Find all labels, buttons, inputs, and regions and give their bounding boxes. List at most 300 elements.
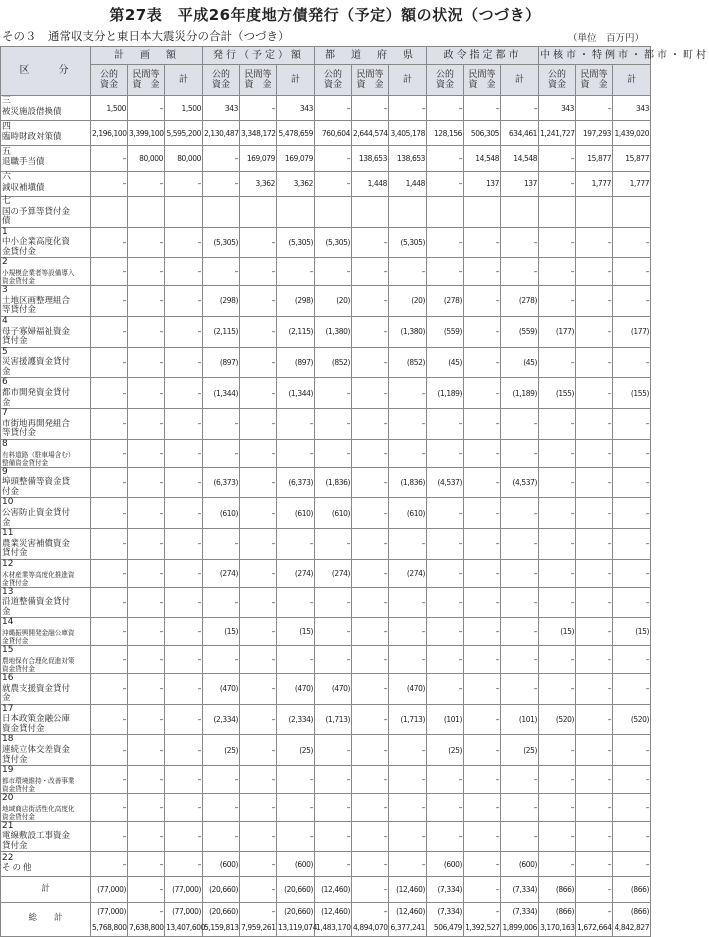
table-cell: – — [427, 171, 464, 196]
row-label — [1, 529, 91, 560]
total-cell-bottom: 6,377,241 — [390, 922, 426, 932]
row-label — [1, 559, 91, 587]
table-cell: – — [352, 821, 389, 852]
table-cell: – — [277, 409, 315, 440]
total-cell — [240, 902, 277, 936]
table-cell: – — [203, 146, 240, 171]
table-cell: – — [427, 529, 464, 560]
table-cell: – — [352, 409, 389, 440]
sub-header: 民間等 資 金 — [352, 65, 389, 96]
table-cell: – — [389, 735, 427, 766]
row-label-text: その他 — [2, 863, 34, 874]
table-cell: – — [389, 852, 427, 877]
table-cell: (559) — [501, 316, 539, 347]
table-cell: – — [427, 498, 464, 529]
table-cell: (5,305) — [277, 227, 315, 258]
table-cell: – — [464, 316, 501, 347]
table-cell: – — [128, 171, 165, 196]
table-cell: (1,713) — [389, 704, 427, 735]
row-label-text: 地域商店街活性化高度化資金貸付金 — [2, 804, 75, 821]
table-cell: – — [389, 821, 427, 852]
table-cell: – — [240, 766, 277, 794]
row-label — [1, 704, 91, 735]
table-row — [1, 852, 651, 877]
row-number: 三 — [2, 96, 12, 107]
total-cell-top: (77,000) — [97, 906, 126, 916]
table-cell: 1,439,020 — [613, 121, 651, 146]
table-cell: – — [352, 96, 389, 121]
sum-cell: (7,334) — [501, 877, 539, 902]
total-cell — [576, 902, 613, 936]
table-cell: – — [576, 258, 613, 286]
table-cell: (278) — [427, 286, 464, 317]
table-row — [1, 618, 651, 646]
total-cell-bottom: 13,407,600 — [166, 922, 205, 932]
total-cell-stack — [316, 903, 350, 935]
table-cell: 14,548 — [501, 146, 539, 171]
sum-cell: (12,460) — [389, 877, 427, 902]
table-cell: – — [352, 766, 389, 794]
table-cell: (45) — [501, 347, 539, 378]
sub-header: 公的 資金 — [539, 65, 576, 96]
table-cell: – — [128, 347, 165, 378]
table-cell: – — [165, 171, 203, 196]
row-number: 四 — [2, 121, 12, 132]
table-cell: – — [352, 793, 389, 821]
table-cell: – — [539, 529, 576, 560]
row-label — [1, 498, 91, 529]
table-cell — [277, 196, 315, 227]
table-cell: 343 — [613, 96, 651, 121]
row-label-text: 連続立体交差資金貸付金 — [2, 745, 71, 765]
row-label-text: 母子寡婦福祉資金貸付金 — [2, 326, 71, 346]
table-cell: (274) — [203, 559, 240, 587]
table-cell: – — [203, 587, 240, 618]
row-number: 1 — [2, 226, 8, 237]
table-cell: 1,241,727 — [539, 121, 576, 146]
table-cell: – — [165, 316, 203, 347]
row-number: 5 — [2, 346, 8, 357]
table-cell: – — [539, 439, 576, 467]
table-cell: (559) — [427, 316, 464, 347]
sum-cell: (866) — [613, 877, 651, 902]
table-cell: (2,115) — [203, 316, 240, 347]
table-cell: – — [464, 258, 501, 286]
row-number: 七 — [2, 195, 12, 206]
row-label-text: 沖縄振興開発金融公庫資金貸付金 — [2, 629, 75, 645]
table-cell: – — [91, 529, 128, 560]
table-cell: – — [165, 498, 203, 529]
sub-header: 公的 資金 — [203, 65, 240, 96]
table-cell — [128, 196, 165, 227]
table-cell: 128,156 — [427, 121, 464, 146]
table-cell: – — [539, 735, 576, 766]
table-cell: – — [464, 96, 501, 121]
table-cell: (274) — [277, 559, 315, 587]
table-cell: (2,334) — [203, 704, 240, 735]
row-label-text: 退職手当債 — [2, 157, 45, 168]
table-row — [1, 258, 651, 286]
row-number: 10 — [2, 497, 14, 508]
table-cell: – — [128, 704, 165, 735]
table-cell: 3,362 — [240, 171, 277, 196]
total-cell-stack — [540, 903, 574, 935]
table-cell: – — [91, 439, 128, 467]
table-cell: – — [576, 529, 613, 560]
table-cell: – — [240, 258, 277, 286]
table-cell: – — [91, 498, 128, 529]
table-cell: – — [427, 766, 464, 794]
table-cell: – — [501, 618, 539, 646]
table-cell: – — [91, 316, 128, 347]
total-cell-stack — [278, 903, 317, 935]
table-cell: (1,344) — [277, 378, 315, 409]
table-cell: (5,305) — [203, 227, 240, 258]
table-cell: – — [128, 409, 165, 440]
table-cell: – — [128, 793, 165, 821]
total-cell — [427, 902, 464, 936]
row-number: 22 — [2, 852, 14, 863]
table-cell: – — [240, 821, 277, 852]
page-title: 第27表 平成26年度地方債発行（予定）額の状況（つづき） — [109, 6, 541, 24]
table-cell: – — [613, 587, 651, 618]
table-cell: 1,448 — [389, 171, 427, 196]
table-cell: – — [613, 227, 651, 258]
table-cell: – — [501, 96, 539, 121]
table-cell: 197,293 — [576, 121, 613, 146]
row-label-text: 公害防止資金貸付金 — [2, 508, 71, 528]
table-row — [1, 766, 651, 794]
table-cell: – — [539, 146, 576, 171]
table-row — [1, 529, 651, 560]
group-header: 計 画 額 — [91, 47, 203, 65]
table-row — [1, 498, 651, 529]
table-cell: – — [501, 258, 539, 286]
table-cell: (1,713) — [315, 704, 352, 735]
table-cell — [203, 196, 240, 227]
row-label — [1, 146, 91, 171]
table-cell: (600) — [203, 852, 240, 877]
table-cell: (610) — [389, 498, 427, 529]
total-cell — [203, 902, 240, 936]
table-cell: – — [389, 646, 427, 674]
table-cell: – — [315, 439, 352, 467]
table-cell: – — [613, 439, 651, 467]
row-label — [1, 618, 91, 646]
table-cell: 5,478,659 — [277, 121, 315, 146]
table-cell: – — [128, 735, 165, 766]
table-row — [1, 646, 651, 674]
table-cell: – — [389, 378, 427, 409]
table-cell: – — [613, 793, 651, 821]
table-cell: (15) — [613, 618, 651, 646]
table-row — [1, 704, 651, 735]
table-cell: – — [427, 559, 464, 587]
total-cell-top: (866) — [630, 906, 650, 916]
table-cell: – — [464, 227, 501, 258]
row-label — [1, 121, 91, 146]
table-cell: – — [576, 286, 613, 317]
bond-issuance-table — [0, 46, 709, 937]
table-cell: – — [91, 171, 128, 196]
table-cell: – — [539, 409, 576, 440]
table-cell: 80,000 — [165, 146, 203, 171]
group-header: 発行（予定）額 — [203, 47, 315, 65]
table-cell: – — [165, 704, 203, 735]
table-cell: – — [389, 439, 427, 467]
row-label — [1, 171, 91, 196]
table-cell: – — [352, 286, 389, 317]
table-cell: – — [240, 618, 277, 646]
table-cell: – — [576, 704, 613, 735]
table-cell: 1,500 — [91, 96, 128, 121]
table-cell: 1,777 — [613, 171, 651, 196]
total-cell — [277, 902, 315, 936]
table-cell: – — [464, 498, 501, 529]
table-cell: – — [352, 258, 389, 286]
table-cell: – — [389, 766, 427, 794]
row-label-text: 都市開発資金貸付金 — [2, 388, 71, 408]
table-cell: – — [464, 439, 501, 467]
row-number: 13 — [2, 586, 14, 597]
group-header: 都 道 府 県 — [315, 47, 427, 65]
total-cell-bottom: 506,479 — [433, 922, 463, 932]
sum-cell: – — [352, 877, 389, 902]
table-cell: – — [576, 347, 613, 378]
table-cell: – — [464, 409, 501, 440]
table-cell: – — [165, 793, 203, 821]
table-cell: – — [352, 735, 389, 766]
table-cell: (610) — [203, 498, 240, 529]
total-cell-stack — [502, 903, 537, 935]
table-cell: – — [464, 347, 501, 378]
table-cell: – — [352, 378, 389, 409]
row-label — [1, 96, 91, 121]
table-cell: 343 — [539, 96, 576, 121]
table-cell: 5,595,200 — [165, 121, 203, 146]
table-cell: – — [128, 646, 165, 674]
table-cell: – — [203, 793, 240, 821]
table-cell — [352, 196, 389, 227]
row-label-text: 減収補塡債 — [2, 182, 45, 193]
table-cell: (15) — [277, 618, 315, 646]
row-label-text: 国の予算等貸付金債 — [2, 206, 71, 226]
total-cell-stack — [204, 903, 238, 935]
row-number: 8 — [2, 438, 8, 449]
table-cell: – — [315, 735, 352, 766]
sum-label: 計 — [1, 877, 91, 902]
table-cell: (155) — [613, 378, 651, 409]
table-cell: – — [240, 852, 277, 877]
table-cell: 343 — [277, 96, 315, 121]
sum-cell: – — [240, 877, 277, 902]
row-number: 9 — [2, 466, 8, 477]
sum-cell: (866) — [539, 877, 576, 902]
sub-header: 民間等 資 金 — [128, 65, 165, 96]
total-cell-bottom: 5,768,800 — [92, 922, 127, 932]
table-cell: – — [539, 559, 576, 587]
table-cell: (470) — [277, 673, 315, 704]
table-cell: (274) — [389, 559, 427, 587]
table-cell: – — [315, 793, 352, 821]
table-row — [1, 439, 651, 467]
table-cell: – — [240, 96, 277, 121]
total-row — [1, 902, 651, 936]
total-cell-bottom: 7,638,800 — [129, 922, 164, 932]
table-cell: – — [203, 439, 240, 467]
table-cell: – — [165, 673, 203, 704]
table-cell: – — [315, 852, 352, 877]
table-cell: – — [464, 793, 501, 821]
table-cell: 1,448 — [352, 171, 389, 196]
total-cell — [165, 902, 203, 936]
table-cell: – — [203, 646, 240, 674]
row-number: 11 — [2, 528, 14, 538]
table-cell — [539, 196, 576, 227]
table-cell: – — [464, 766, 501, 794]
row-number: 7 — [2, 408, 8, 418]
sum-cell: (77,000) — [91, 877, 128, 902]
table-cell: – — [165, 467, 203, 498]
table-cell: – — [464, 852, 501, 877]
table-cell: – — [501, 821, 539, 852]
table-cell: – — [91, 852, 128, 877]
table-row — [1, 286, 651, 317]
row-label — [1, 852, 91, 877]
table-cell: (177) — [539, 316, 576, 347]
table-cell: (852) — [315, 347, 352, 378]
row-label — [1, 735, 91, 766]
row-label-text: 就農支援資金貸付金 — [2, 683, 71, 703]
table-cell: (600) — [277, 852, 315, 877]
table-cell: – — [501, 498, 539, 529]
table-cell: – — [277, 793, 315, 821]
sub-header: 計 — [277, 65, 315, 96]
row-number: 2 — [2, 257, 8, 268]
table-cell: – — [352, 498, 389, 529]
table-cell: – — [91, 821, 128, 852]
table-cell: (177) — [613, 316, 651, 347]
total-cell-bottom: 5,159,813 — [204, 922, 239, 932]
total-cell-stack — [166, 903, 205, 935]
table-cell: – — [277, 821, 315, 852]
table-cell: – — [91, 704, 128, 735]
table-cell: – — [613, 735, 651, 766]
table-cell: – — [427, 409, 464, 440]
table-cell: – — [315, 96, 352, 121]
table-cell: – — [427, 793, 464, 821]
row-label — [1, 347, 91, 378]
table-cell: – — [352, 673, 389, 704]
table-cell: – — [203, 766, 240, 794]
table-cell: – — [240, 559, 277, 587]
row-label-text: 埠頭整備等資金貸付金 — [2, 477, 71, 497]
table-cell: – — [277, 646, 315, 674]
table-cell: – — [165, 559, 203, 587]
table-cell: – — [389, 96, 427, 121]
table-cell: – — [576, 646, 613, 674]
table-cell: – — [501, 529, 539, 560]
table-cell: – — [501, 559, 539, 587]
table-cell: – — [389, 793, 427, 821]
table-cell: – — [613, 559, 651, 587]
table-cell: – — [539, 171, 576, 196]
table-cell: – — [501, 673, 539, 704]
table-cell: 3,362 — [277, 171, 315, 196]
table-cell: – — [352, 529, 389, 560]
table-cell: – — [613, 673, 651, 704]
sum-cell: – — [128, 877, 165, 902]
total-cell-top: (20,660) — [284, 906, 314, 916]
table-cell: – — [165, 227, 203, 258]
table-cell: – — [464, 618, 501, 646]
total-cell-top: (12,460) — [321, 906, 351, 916]
table-cell — [613, 196, 651, 227]
table-cell: – — [613, 646, 651, 674]
table-cell: – — [613, 498, 651, 529]
table-cell: – — [389, 587, 427, 618]
table-cell: – — [240, 646, 277, 674]
table-cell: – — [539, 793, 576, 821]
sum-cell: (77,000) — [165, 877, 203, 902]
table-cell: – — [165, 439, 203, 467]
table-cell: – — [128, 766, 165, 794]
table-cell: – — [464, 286, 501, 317]
table-cell: – — [277, 439, 315, 467]
row-label-text: 電線敷設工事資金貸付金 — [2, 831, 71, 851]
table-cell: (298) — [277, 286, 315, 317]
row-label — [1, 196, 91, 227]
table-cell: – — [240, 409, 277, 440]
table-cell: – — [128, 96, 165, 121]
table-cell: – — [128, 673, 165, 704]
table-cell: – — [91, 227, 128, 258]
table-cell: – — [240, 673, 277, 704]
row-label — [1, 227, 91, 258]
table-cell: – — [277, 587, 315, 618]
table-cell: 138,653 — [352, 146, 389, 171]
table-cell: – — [165, 286, 203, 317]
table-cell: – — [501, 587, 539, 618]
table-cell: – — [576, 793, 613, 821]
total-cell-top: (866) — [555, 906, 575, 916]
table-cell: – — [427, 618, 464, 646]
table-cell: – — [240, 704, 277, 735]
sub-header: 公的 資金 — [427, 65, 464, 96]
row-label — [1, 258, 91, 286]
table-cell: – — [464, 378, 501, 409]
table-cell: – — [352, 852, 389, 877]
total-cell-top: – — [607, 906, 612, 916]
table-cell: – — [91, 347, 128, 378]
table-cell: (470) — [389, 673, 427, 704]
table-cell: (470) — [203, 673, 240, 704]
table-cell: (15) — [203, 618, 240, 646]
table-row — [1, 227, 651, 258]
table-cell: – — [240, 439, 277, 467]
total-cell-top: – — [495, 906, 500, 916]
sum-row — [1, 877, 651, 902]
table-cell: – — [576, 559, 613, 587]
table-cell: – — [315, 766, 352, 794]
table-cell — [427, 196, 464, 227]
table-cell: – — [464, 529, 501, 560]
header-row-groups — [1, 47, 651, 65]
table-cell: – — [576, 96, 613, 121]
table-cell: – — [352, 559, 389, 587]
table-cell: 169,079 — [277, 146, 315, 171]
table-cell: – — [576, 498, 613, 529]
